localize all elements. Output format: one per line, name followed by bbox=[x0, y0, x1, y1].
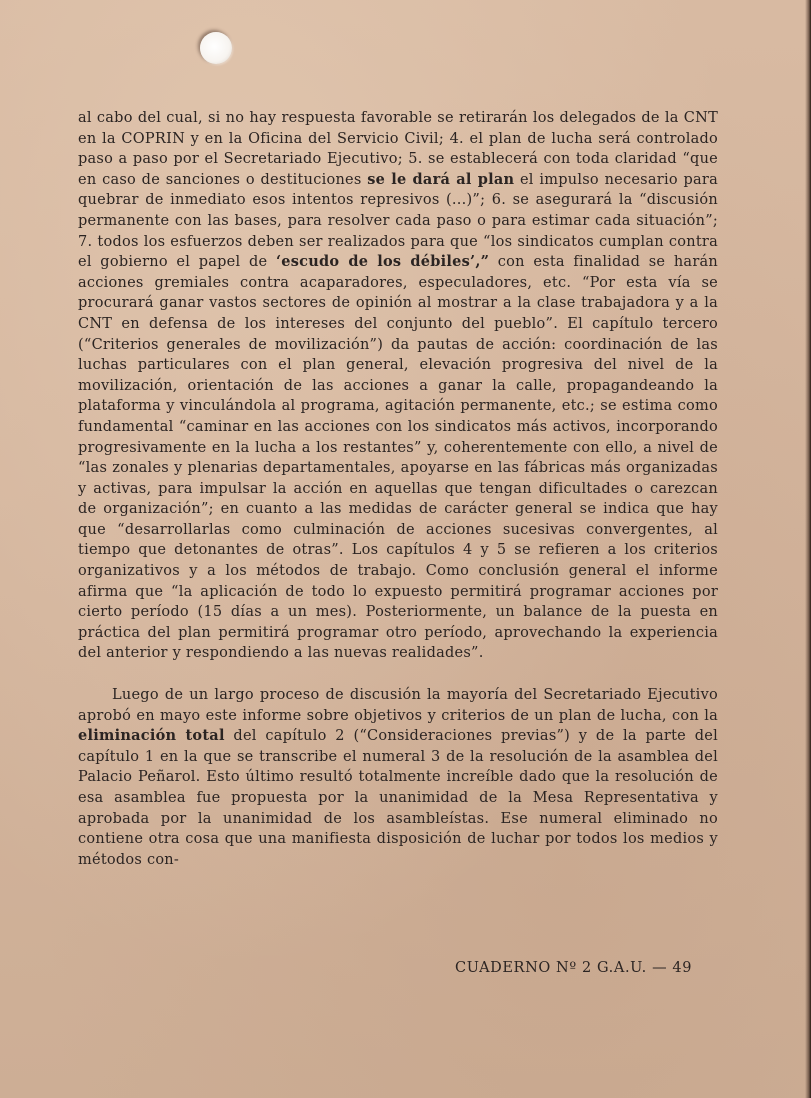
paragraph-1-bold-a: se le dará al plan bbox=[367, 170, 515, 188]
paragraph-1-text-b: el impulso necesario para quebrar de inmediato esos intentos represivos (...)”; 6. se asegurará la “discusión permanente con las bases, para resolver cada paso o para estimar cada situación”; 7. todos los esfuerzos deben ser realizados para que “los sindicatos cumplan contra el gobierno el papel de bbox=[78, 171, 718, 271]
punch-hole bbox=[200, 32, 232, 64]
paragraph-1 bbox=[78, 108, 718, 664]
paragraph-2-text-a: Luego de un largo proceso de discusión la mayoría del Secretariado Ejecutivo aprobó en mayo este informe sobre objetivos y criterios de un plan de lucha, con la bbox=[78, 687, 718, 724]
paragraph-1-bold-b: ‘escudo de los débiles’,” bbox=[275, 253, 490, 271]
paragraph-1-text-c: con esta finalidad se harán acciones gremiales contra acaparadores, especuladores, etc. “Por esta vía se procurará ganar vastos sectores de opinión al mostrar a la clase trabajadora y a la CNT en defensa de los intereses del conjunto del pueblo”. El capítulo tercero (“Criterios generales de movilización”) da pautas de acción: coordinación de las luchas particulares con el plan general, elevación progresiva del nivel de la movilización, orientación de las acciones a ganar la calle, propagandeando la plataforma y vinculándola al programa, agitación permanente, etc.; se estima como fundamental “caminar en las acciones con los sindicatos más activos, incorporando progresivamente en la lucha a los restantes” y, coherentemente con ello, a nivel de “las zonales y plenarias departamentales, apoyarse en las fábricas más organizadas y activas, para impulsar la acción en aquellas que tengan dificultades o carezcan de organización”; en cuanto a las medidas de carácter general se indica que hay que “desarrollarlas como culminación de acciones sucesivas convergentes, al tiempo que detonantes de otras”. Los capítulos 4 y 5 se refieren a los criterios organizativos y a los métodos de trabajo. Como conclusión general el informe afirma que “la aplicación de todo lo expuesto permitirá programar acciones por cierto período (15 días a un mes). Posteriormente, un balance de la puesta en práctica del plan permitirá programar otro período, aprovechando la experiencia del anterior y respondiendo a las nuevas realidades”. bbox=[78, 254, 718, 662]
paragraph-1-text-a: al cabo del cual, si no hay respuesta favorable se retirarán los delegados de la CNT en la COPRIN y en la Oficina del Servicio Civil; 4. el plan de lucha será controlado paso a paso por el Secretariado Ejecutivo; 5. se establecerá con toda claridad “que en caso de sanciones o destituciones bbox=[78, 110, 718, 188]
page-footer: CUADERNO Nº 2 G.A.U. — 49 bbox=[455, 960, 693, 976]
page-edge-shadow bbox=[805, 0, 811, 1098]
paragraph-2-bold-a: eliminación total bbox=[78, 727, 225, 745]
paragraph-2 bbox=[78, 685, 718, 870]
body-text bbox=[78, 108, 718, 870]
paragraph-2-text-b: del capítulo 2 (“Consideraciones previas”) y de la parte del capítulo 1 en la que se transcribe el numeral 3 de la resolución de la asamblea del Palacio Peñarol. Esto último resultó totalmente increíble dado que la resolución de esa asamblea fue propuesta por la unanimidad de la Mesa Representativa y aprobada por la unanimidad de los asambleístas. Ese numeral eliminado no contiene otra cosa que una manifiesta disposición de luchar por todos los medios y métodos con- bbox=[78, 728, 718, 868]
